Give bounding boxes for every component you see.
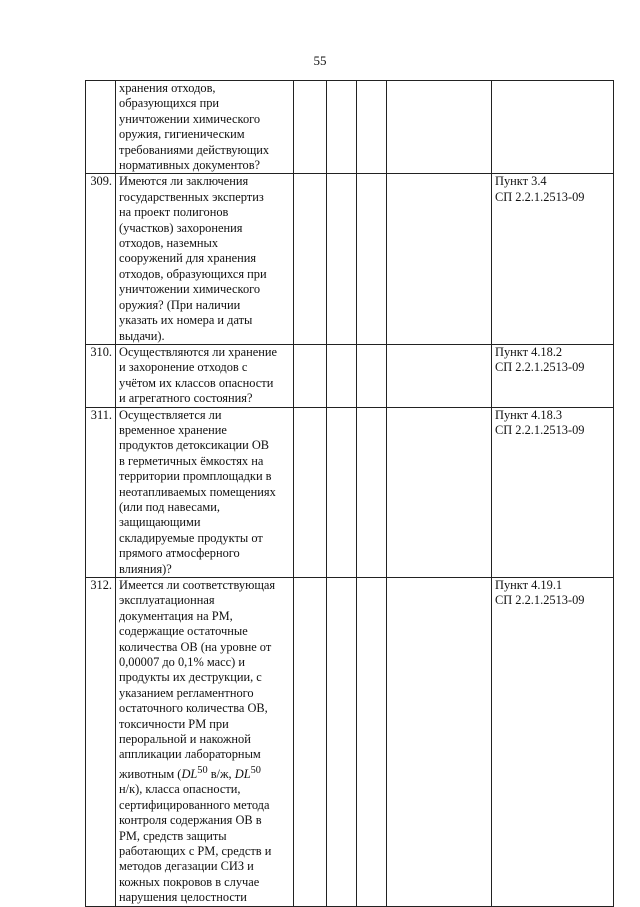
question-text (119, 578, 275, 904)
reference-document: СП 2.2.1.2513-09 (495, 593, 585, 608)
reference-document: СП 2.2.1.2513-09 (495, 360, 585, 375)
answer-cell-na[interactable] (357, 344, 387, 407)
dl-superscript: 50 (250, 764, 261, 776)
answer-cell-na[interactable] (357, 174, 387, 344)
answer-cell-yes[interactable] (294, 578, 327, 907)
row-number: 311. (86, 407, 116, 577)
question-text-part: Имеется ли соответствующая эксплуатационная документация на РМ, содержащие остаточные количества ОВ (на уровне от 0,00007 до 0,1% масс) и продукты их деструкции, с указанием регламентного остаточного количества ОВ, токсичности РМ при пероральной и накожной аппликации лабораторным животным ( (119, 578, 276, 781)
reference-document: СП 2.2.1.2513-09 (495, 189, 585, 204)
reference-cell (492, 407, 614, 577)
table-row (86, 174, 614, 344)
reference-cell (492, 344, 614, 407)
question-text: Осуществляются ли хранение и захоронение отходов с учётом их классов опасности и агрегатного состояния? (119, 344, 277, 406)
notes-cell[interactable] (387, 578, 492, 907)
answer-cell-yes[interactable] (294, 81, 327, 174)
reference-clause: Пункт 3.4 (495, 174, 547, 189)
dl-symbol: DL (181, 767, 198, 781)
question-cell (116, 407, 294, 577)
answer-cell-yes[interactable] (294, 174, 327, 344)
reference-clause: Пункт 4.18.3 (495, 407, 563, 422)
question-cell (116, 578, 294, 907)
question-cell (116, 81, 294, 174)
reference-cell (492, 174, 614, 344)
question-text: хранения отходов, образующихся при уничтожении химического оружия, гигиеническим требованиями действующих нормативных документов? (119, 81, 270, 173)
checklist-table (85, 80, 614, 907)
question-cell (116, 344, 294, 407)
answer-cell-na[interactable] (357, 578, 387, 907)
answer-cell-na[interactable] (357, 407, 387, 577)
question-cell (116, 174, 294, 344)
page-number: 55 (313, 53, 327, 68)
reference-cell (492, 81, 614, 174)
question-text: Имеются ли заключения государственных экспертиз на проект полигонов (участков) захоронения отходов, наземных сооружений для хранения отходов, образующихся при уничтожении химического оружия? (При наличии указать их номера и даты выдачи). (119, 174, 267, 343)
answer-cell-yes[interactable] (294, 344, 327, 407)
reference-cell (492, 578, 614, 907)
answer-cell-na[interactable] (357, 81, 387, 174)
row-number: 310. (86, 344, 116, 407)
notes-cell[interactable] (387, 407, 492, 577)
question-text-part: в/ж, (207, 767, 235, 781)
notes-cell[interactable] (387, 174, 492, 344)
row-number: 312. (86, 578, 116, 907)
reference-clause: Пункт 4.19.1 (495, 578, 563, 592)
reference-document: СП 2.2.1.2513-09 (495, 422, 585, 437)
table-row (86, 344, 614, 407)
dl-symbol: DL (234, 767, 251, 781)
row-number (86, 81, 116, 174)
answer-cell-no[interactable] (327, 81, 357, 174)
question-text: Осуществляется ли временное хранение продуктов детоксикации ОВ в герметичных ёмкостях на территории промплощадки в неотапливаемых помещениях (или под навесами, защищающими складируемые продукты от прямого атмосферного влияния)? (119, 407, 276, 576)
answer-cell-no[interactable] (327, 407, 357, 577)
answer-cell-no[interactable] (327, 174, 357, 344)
notes-cell[interactable] (387, 81, 492, 174)
table-row (86, 578, 614, 907)
answer-cell-no[interactable] (327, 578, 357, 907)
row-number: 309. (86, 174, 116, 344)
table-row (86, 407, 614, 577)
table-row (86, 81, 614, 174)
answer-cell-yes[interactable] (294, 407, 327, 577)
question-text-part: н/к), класса опасности, сертифицированного метода контроля содержания ОВ в РМ, средств защиты работающих с РМ, средств и методов дегазации СИЗ и кожных покровов в случае нарушения целостности (119, 782, 272, 905)
dl-superscript: 50 (197, 764, 208, 776)
notes-cell[interactable] (387, 344, 492, 407)
answer-cell-no[interactable] (327, 344, 357, 407)
reference-clause: Пункт 4.18.2 (495, 344, 563, 359)
